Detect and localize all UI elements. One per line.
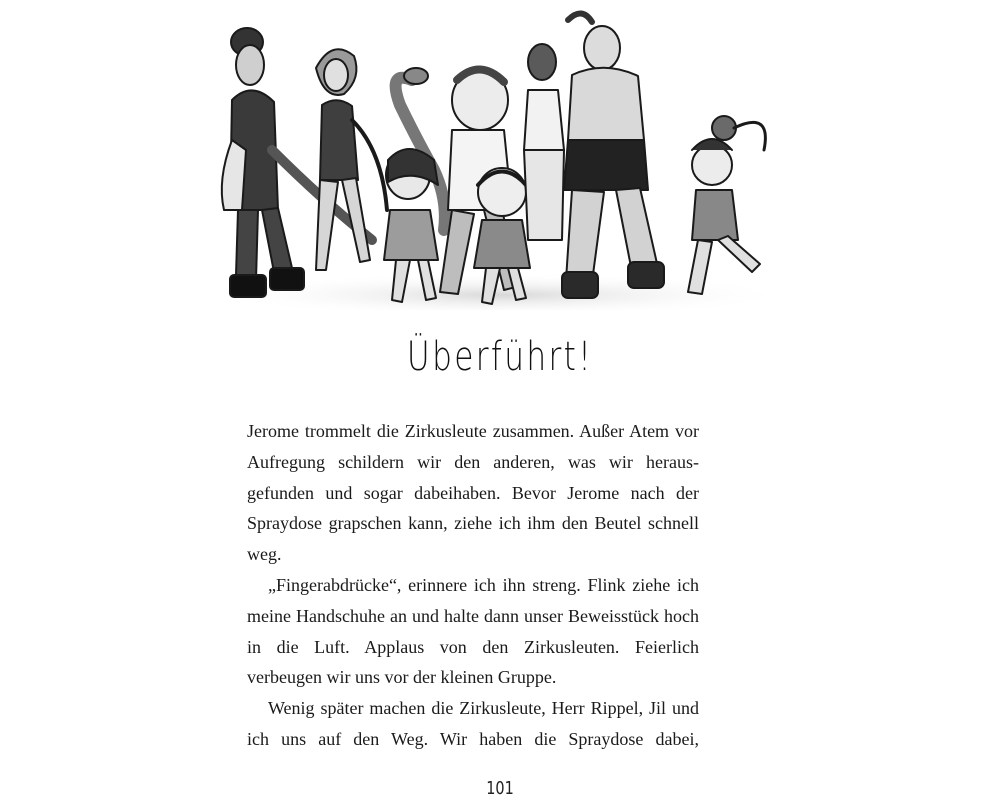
boy-with-monkey-figure xyxy=(688,116,765,294)
woman-figure xyxy=(316,49,387,270)
acrobat-woman-figure xyxy=(524,44,564,240)
strongman-figure xyxy=(562,13,664,298)
paragraph: Wenig später machen die Zirkusleute, Herr Rippel, Jil und ich uns auf den Weg. Wir haben die Spraydose dabei, xyxy=(247,698,699,749)
circus-troupe-illustration xyxy=(212,10,784,310)
body-text xyxy=(247,416,699,755)
paragraph: „Fingerabdrücke“, erinnere ich ihn streng. Flink ziehe ich meine Handschuhe an und halte dann unser Beweisstück hoch in die Luft. Applaus von den Zirkusleuten. Feierlich verbeugen wir uns vor der kleinen Gruppe. xyxy=(247,574,699,688)
paragraph: Jerome trommelt die Zirkusleute zusammen. Außer Atem vor Aufregung schildern wir den anderen, was wir herausgefunden und sogar dabeihaben. Bevor Jerome nach der Spraydose grapschen kann, ziehe ich ihm den Beutel schnell weg. xyxy=(247,421,699,565)
page-number: 101 xyxy=(486,778,514,799)
illustration-svg xyxy=(212,10,784,310)
chapter-title: Überführt! xyxy=(406,334,594,380)
